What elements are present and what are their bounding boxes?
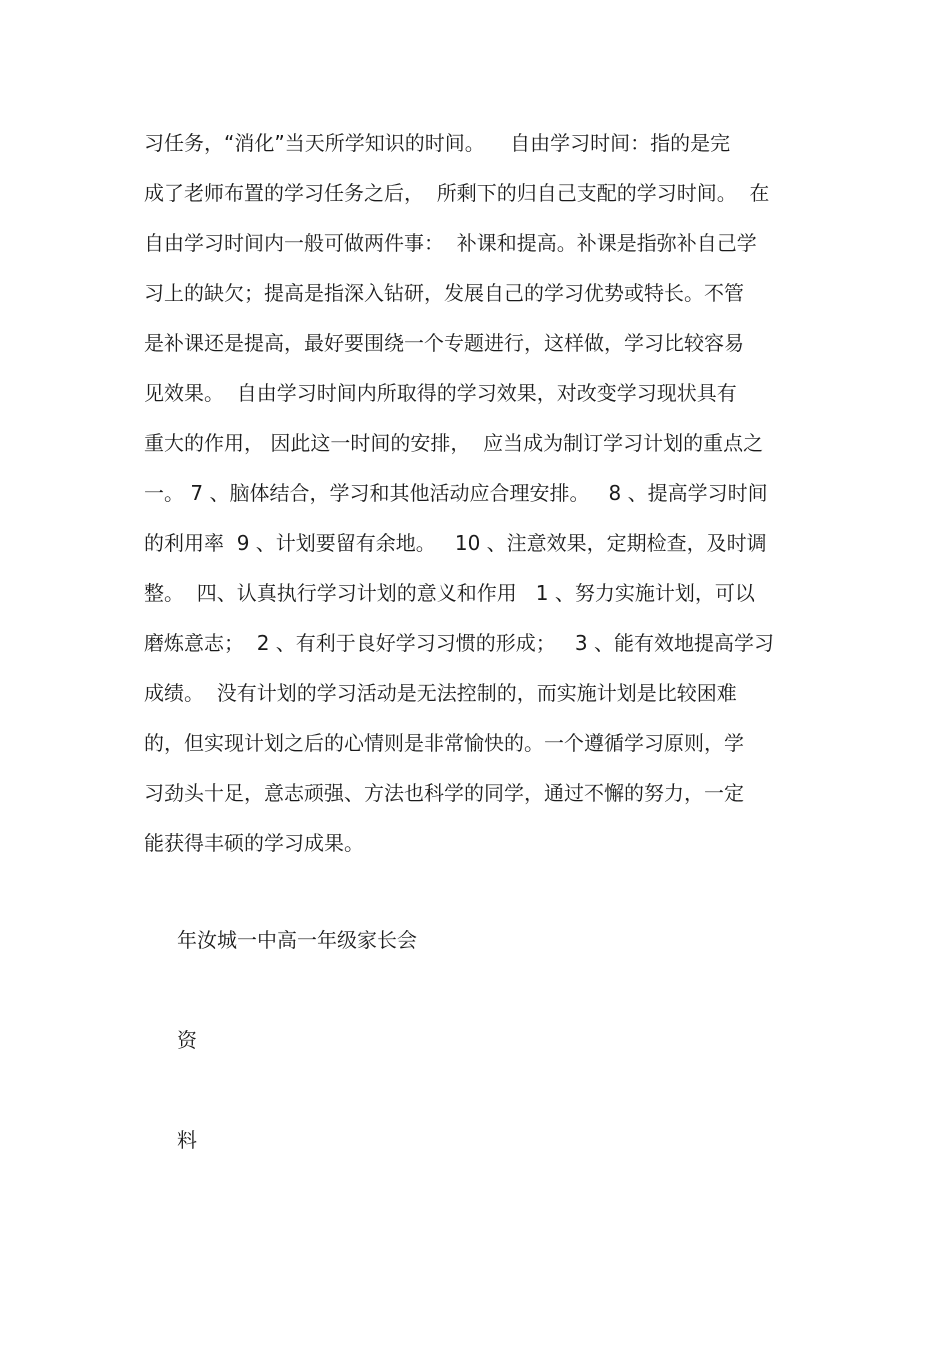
text-line: 整。 四、认真执行学习计划的意义和作用 1 、努力实施计划，可以 bbox=[144, 581, 755, 605]
text-line: 是补课还是提高，最好要围绕一个专题进行，这样做，学习比较容易 bbox=[144, 331, 744, 355]
text-line: 的，但实现计划之后的心情则是非常愉快的。一个遵循学习原则，学 bbox=[144, 731, 744, 755]
text-line: 成了老师布置的学习任务之后， 所剩下的归自己支配的学习时间。 在 bbox=[144, 181, 770, 205]
text-line: 习上的缺欠；提高是指深入钻研，发展自己的学习优势或特长。不管 bbox=[144, 281, 744, 305]
text-line: 成绩。 没有计划的学习活动是无法控制的，而实施计划是比较困难 bbox=[144, 681, 737, 705]
text-line: 习任务，“消化”当天所学知识的时间。 自由学习时间：指的是完 bbox=[144, 131, 731, 155]
text-line: 见效果。 自由学习时间内所取得的学习效果，对改变学习现状具有 bbox=[144, 381, 737, 405]
text-line: 习劲头十足，意志顽强、方法也科学的同学，通过不懈的努力，一定 bbox=[144, 781, 744, 805]
title-line-3: 料 bbox=[177, 1128, 197, 1152]
text-line: 的利用率 9 、计划要留有余地。 10 、注意效果，定期检查，及时调 bbox=[144, 531, 767, 555]
text-line: 重大的作用， 因此这一时间的安排， 应当成为制订学习计划的重点之 bbox=[144, 431, 764, 455]
text-line: 能获得丰硕的学习成果。 bbox=[144, 831, 364, 855]
title-line-2: 资 bbox=[177, 1028, 197, 1052]
body-paragraph bbox=[144, 118, 824, 868]
title-line-1: 年汝城一中高一年级家长会 bbox=[177, 928, 417, 952]
text-line: 自由学习时间内一般可做两件事： 补课和提高。补课是指弥补自己学 bbox=[144, 231, 757, 255]
text-line: 磨炼意志； 2 、有利于良好学习习惯的形成； 3 、能有效地提高学习 bbox=[144, 631, 774, 655]
text-line: 一。 7 、脑体结合，学习和其他活动应合理安排。 8 、提高学习时间 bbox=[144, 481, 768, 505]
